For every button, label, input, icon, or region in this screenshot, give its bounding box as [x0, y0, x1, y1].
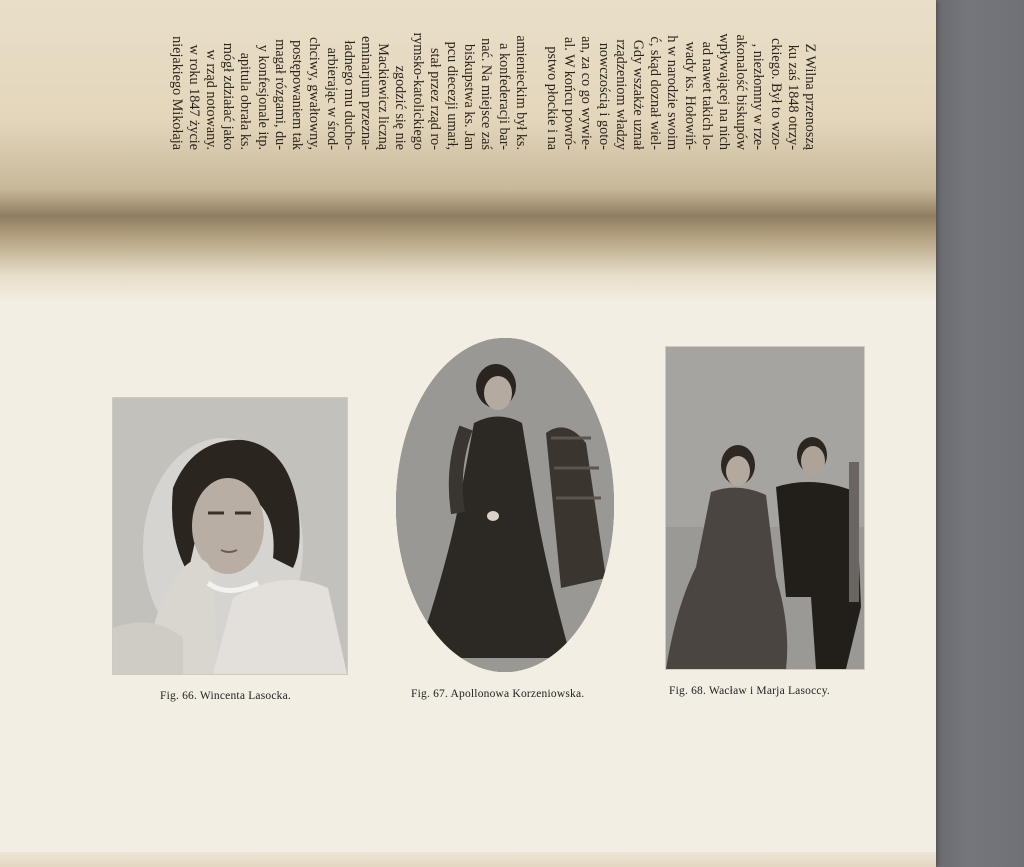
text-line: a konfederacji bar- [495, 43, 512, 150]
figure-67-caption: Fig. 67. Apollonowa Korzeniowska. [411, 688, 585, 700]
text-line [529, 0, 543, 150]
text-line: rymsko-katolickiego [409, 32, 426, 150]
figure-66-caption: Fig. 66. Wincenta Lasocka. [160, 690, 291, 702]
text-line: niejakiego Mikołaja [168, 36, 185, 150]
text-line: Z Wilna przenoszą [802, 43, 818, 150]
text-line: w roku 1847 życie [185, 44, 202, 150]
text-line: apitula obrała ks. [237, 52, 254, 150]
text-line: rządzeniom władzy [612, 39, 629, 150]
text-line: h w narodzie swoim [664, 35, 681, 150]
text-line: al. W końcu powró- [561, 37, 578, 150]
text-line: ć, skąd doznał wiel- [647, 36, 664, 150]
figure-68-caption: Fig. 68. Wacław i Marja Lasoccy. [669, 685, 830, 697]
text-line: Gdy wszakże uznał [629, 39, 646, 150]
text-line: amienieckim był ks. [512, 35, 529, 150]
scanner-edge [930, 0, 1024, 867]
text-line: akonalość biskupów [733, 34, 750, 150]
text-line: mógł zdziałać jako [220, 42, 237, 150]
text-line: zgodzić się nie [392, 65, 409, 150]
text-line: biskupstwa ks. Jan [461, 43, 478, 150]
text-line: y konfesjonale itp. [254, 44, 271, 150]
text-line: , niezłomny w rze- [750, 43, 767, 150]
text-line: stał przez rząd ro- [426, 47, 443, 150]
text-line: wpływającej na nich [715, 33, 732, 150]
text-line: arbierając w środ- [323, 47, 340, 150]
text-line: magał rózgami, du- [271, 39, 288, 150]
text-line: wady ks. Hołowiń- [681, 41, 698, 150]
text-line: an, za co go wywie- [578, 36, 595, 150]
text-line: ad nawet takich lo- [698, 41, 715, 150]
text-line: chciwy, gwałtowny, [306, 37, 323, 150]
text-line: ckiego. Był to wzo- [767, 38, 784, 150]
portrait-photo-66 [112, 397, 348, 675]
rotated-text-lines [167, 0, 818, 150]
text-line: w rząd notowany. [203, 49, 220, 150]
text-line: nowczością i goto- [595, 42, 612, 150]
text-line: pstwo płockie i na [543, 46, 560, 150]
text-line: pcu diecezji umarł, [443, 41, 460, 150]
rotated-text-column [167, 0, 818, 150]
text-line: ładnego mu ducho- [340, 40, 357, 150]
page-bottom-edge [0, 852, 936, 867]
text-line: postępowaniem tak [289, 40, 306, 150]
text-line: ku zaś 1848 otrzy- [784, 44, 801, 150]
text-line: Mackiewicz liczną [375, 43, 392, 150]
rotated-text-block [128, 0, 818, 150]
text-line: eminarjum przezna- [357, 36, 374, 150]
portrait-photo-68 [665, 346, 865, 670]
text-line: nać. Na miejsce zaś [478, 38, 495, 150]
portrait-photo-67 [396, 338, 614, 672]
